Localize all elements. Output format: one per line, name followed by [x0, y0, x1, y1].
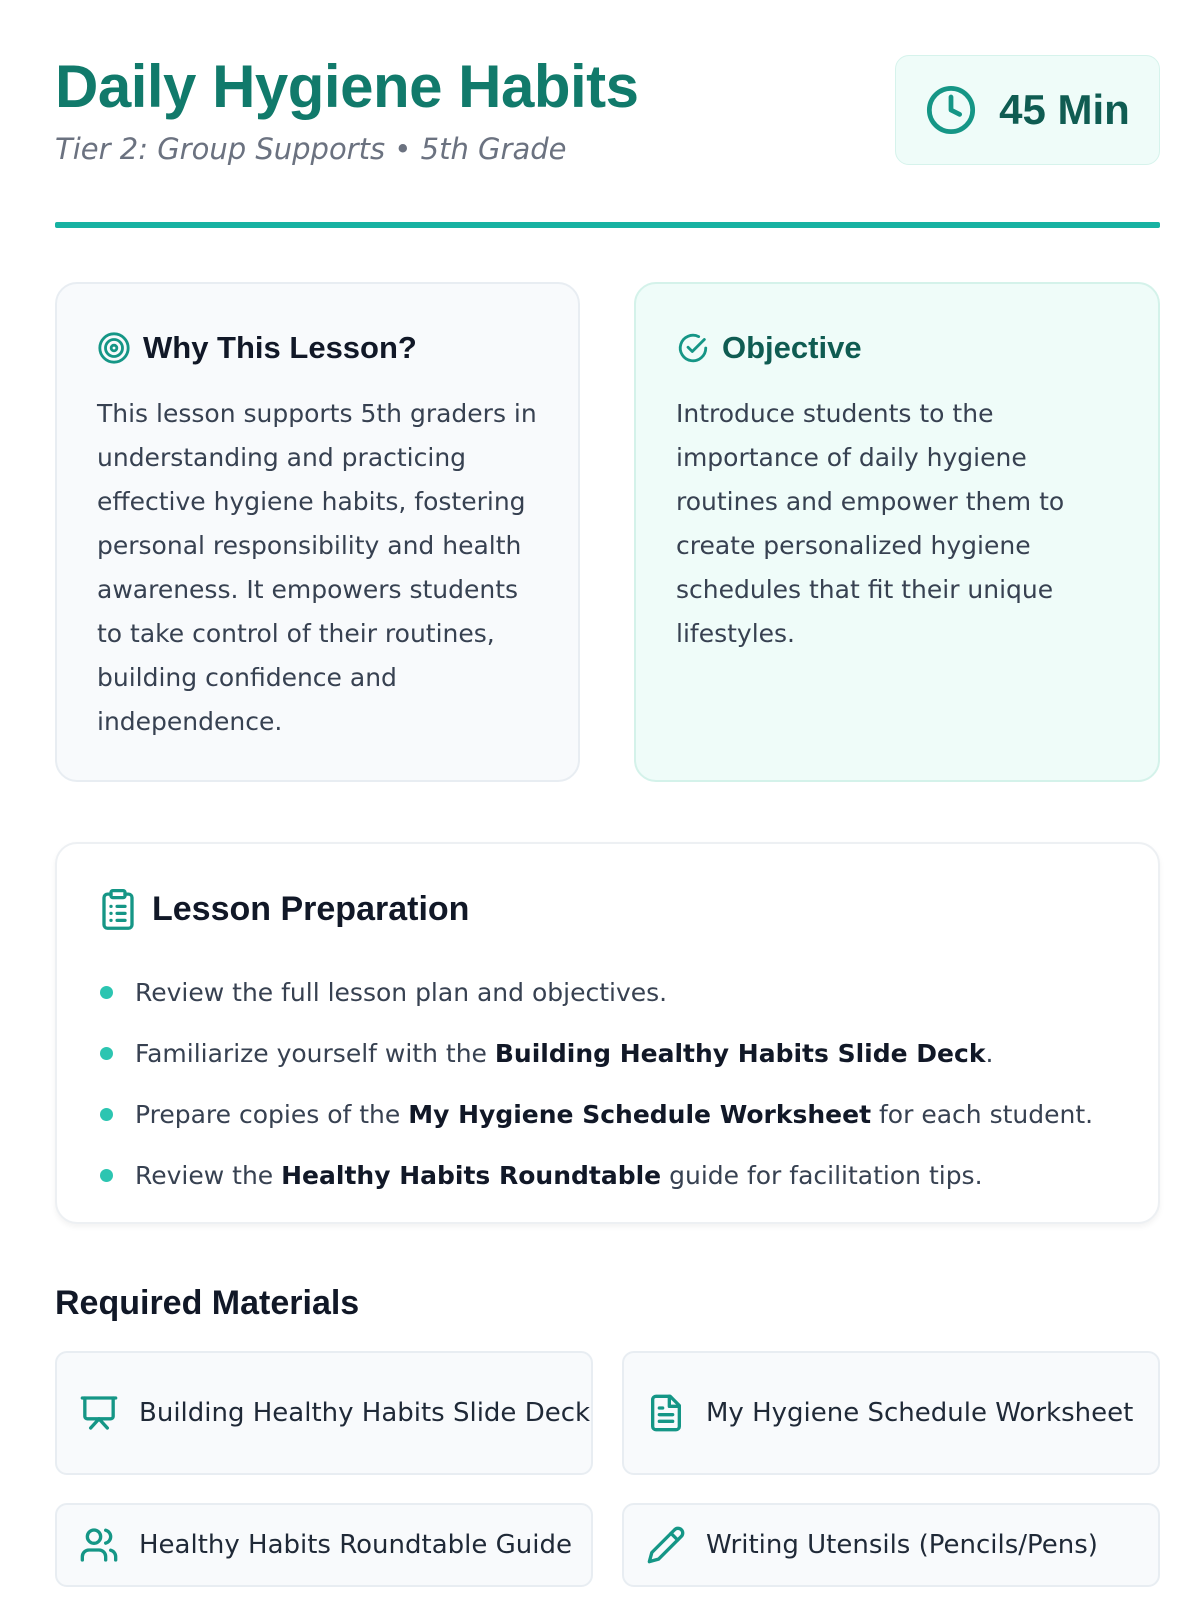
material-label: My Hygiene Schedule Worksheet [706, 1398, 1134, 1428]
document-icon [646, 1393, 686, 1433]
duration-text: 45 Min [999, 86, 1130, 133]
list-item-text: Prepare copies of the My Hygiene Schedule Worksheet for each student. [135, 1100, 1094, 1129]
page-subtitle: Tier 2: Group Supports • 5th Grade [55, 132, 567, 166]
pencil-icon [646, 1525, 686, 1565]
list-item [100, 1023, 1093, 1084]
clipboard-list-icon [100, 888, 136, 930]
why-card [55, 282, 580, 782]
list-item-text: Review the Healthy Habits Roundtable guide for facilitation tips. [135, 1161, 983, 1190]
why-card-body: This lesson supports 5th graders in understanding and practicing effective hygiene habits, fostering personal responsibility and health awareness. It empowers students to take control of their routines, building confidence and independence. [97, 399, 537, 736]
preparation-list [100, 962, 1093, 1206]
preparation-header [100, 888, 469, 930]
material-item-worksheet[interactable] [622, 1351, 1160, 1475]
page-title: Daily Hygiene Habits [55, 53, 639, 120]
material-label: Writing Utensils (Pencils/Pens) [706, 1530, 1098, 1560]
bullet-dot [100, 1108, 113, 1121]
duration-badge [895, 55, 1160, 165]
list-item [100, 962, 1093, 1023]
bullet-dot [100, 1047, 113, 1060]
users-icon [79, 1525, 119, 1565]
why-card-header [97, 330, 417, 366]
objective-card [634, 282, 1160, 782]
material-item-writing-utensils[interactable] [622, 1503, 1160, 1587]
list-item-text: Familiarize yourself with the Building Healthy Habits Slide Deck. [135, 1039, 994, 1068]
preparation-title: Lesson Preparation [152, 889, 470, 928]
material-item-roundtable-guide[interactable] [55, 1503, 593, 1587]
list-item [100, 1084, 1093, 1145]
presentation-icon [79, 1393, 119, 1433]
material-label: Healthy Habits Roundtable Guide [139, 1530, 572, 1560]
why-card-title: Why This Lesson? [143, 330, 417, 365]
list-item [100, 1145, 1093, 1206]
clock-icon [925, 84, 977, 136]
header-divider [55, 222, 1160, 228]
material-label: Building Healthy Habits Slide Deck [139, 1398, 591, 1428]
bullet-dot [100, 986, 113, 999]
material-item-slide-deck[interactable] [55, 1351, 593, 1475]
objective-card-title: Objective [722, 330, 862, 365]
lesson-header [55, 52, 1160, 232]
target-icon [97, 331, 131, 365]
materials-title: Required Materials [55, 1284, 360, 1322]
list-item-text: Review the full lesson plan and objectives. [135, 978, 668, 1007]
objective-card-body: Introduce students to the importance of daily hygiene routines and empower them to create personalized hygiene schedules that fit their unique lifestyles. [676, 399, 1065, 648]
objective-card-header [676, 330, 862, 366]
bullet-dot [100, 1169, 113, 1182]
check-circle-icon [676, 331, 710, 365]
preparation-card [55, 842, 1160, 1224]
